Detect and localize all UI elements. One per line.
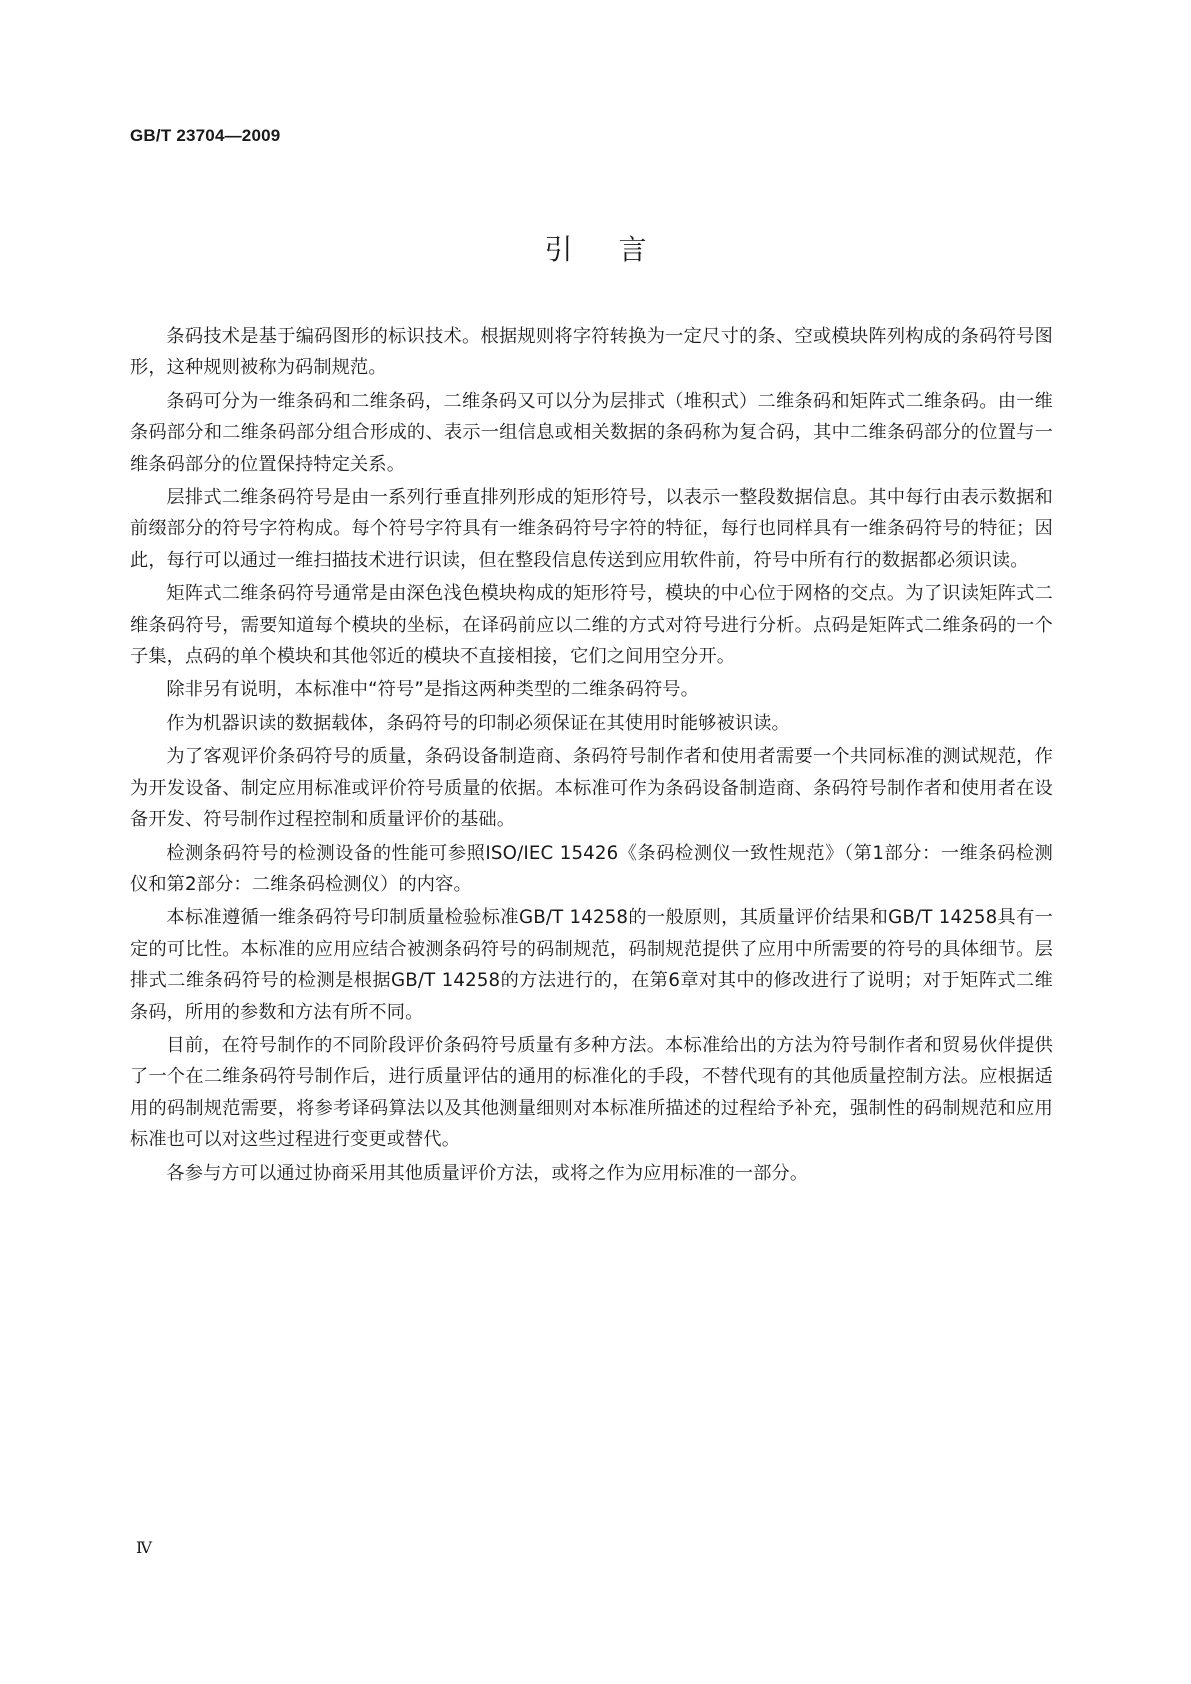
paragraph-8: 检测条码符号的检测设备的性能可参照ISO/IEC 15426《条码检测仪一致性规范》（第1部分：一维条码检测仪和第2部分：二维条码检测仪）的内容。 — [130, 842, 1053, 895]
paragraph-4: 矩阵式二维条码符号通常是由深色浅色模块构成的矩形符号，模块的中心位于网格的交点。为了识读矩阵式二维条码符号，需要知道每个模块的坐标，在译码前应以二维的方式对符号进行分析。点码是矩阵式二维条码的一个子集，点码的单个模块和其他邻近的模块不直接相接，它们之间用空分开。 — [130, 583, 1053, 668]
paragraph-10: 目前，在符号制作的不同阶段评价条码符号质量有多种方法。本标准给出的方法为符号制作者和贸易伙伴提供了一个在二维条码符号制作后，进行质量评估的通用的标准化的手段，不替代现有的其他质量控制方法。应根据适用的码制规范需要，将参考译码算法以及其他测量细则对本标准所描述的过程给予补充，强制性的码制规范和应用标准也可以对这些过程进行变更或替代。 — [130, 1034, 1053, 1151]
page-title: 引言 — [544, 233, 693, 266]
paragraph-9: 本标准遵循一维条码符号印制质量检验标准GB/T 14258的一般原则，其质量评价结果和GB/T 14258具有一定的可比性。本标准的应用应结合被测条码符号的码制规范，码制规范提供了应用中所需要的符号的具体细节。层排式二维条码符号的检测是根据GB/T 14258的方法进行的，在第6章对其中的修改进行了说明；对于矩阵式二维条码，所用的参数和方法有所不同。 — [130, 907, 1053, 1023]
standard-code: GB/T 23704—2009 — [130, 126, 281, 145]
paragraph-3: 层排式二维条码符号是由一系列行垂直排列形成的矩形符号，以表示一整段数据信息。其中每行由表示数据和前缀部分的符号字符构成。每个符号字符具有一维条码符号字符的特征，每行也同样具有一维条码符号的特征；因此，每行可以通过一维扫描技术进行识读，但在整段信息传送到应用软件前，符号中所有行的数据都必须识读。 — [130, 487, 1053, 571]
paragraph-1: 条码技术是基于编码图形的标识技术。根据规则将字符转换为一定尺寸的条、空或模块阵列构成的条码符号图形，这种规则被称为码制规范。 — [130, 326, 1053, 379]
paragraph-5: 除非另有说明，本标准中“符号”是指这两种类型的二维条码符号。 — [166, 679, 699, 701]
paragraph-11: 各参与方可以通过协商采用其他质量评价方法，或将之作为应用标准的一部分。 — [166, 1162, 809, 1184]
page-number: Ⅳ — [136, 1540, 152, 1557]
paragraph-6: 作为机器识读的数据载体，条码符号的印制必须保证在其使用时能够被识读。 — [166, 712, 790, 734]
paragraph-7: 为了客观评价条码符号的质量，条码设备制造商、条码符号制作者和使用者需要一个共同标准的测试规范，作为开发设备、制定应用标准或评价符号质量的依据。本标准可作为条码设备制造商、条码符号制作者和使用者在设备开发、符号制作过程控制和质量评价的基础。 — [130, 746, 1053, 831]
paragraph-2: 条码可分为一维条码和二维条码，二维条码又可以分为层排式（堆积式）二维条码和矩阵式二维条码。由一维条码部分和二维条码部分组合形成的、表示一组信息或相关数据的条码称为复合码，其中二维条码部分的位置与一维条码部分的位置保持特定关系。 — [130, 390, 1053, 475]
introduction-body — [130, 321, 1053, 1191]
